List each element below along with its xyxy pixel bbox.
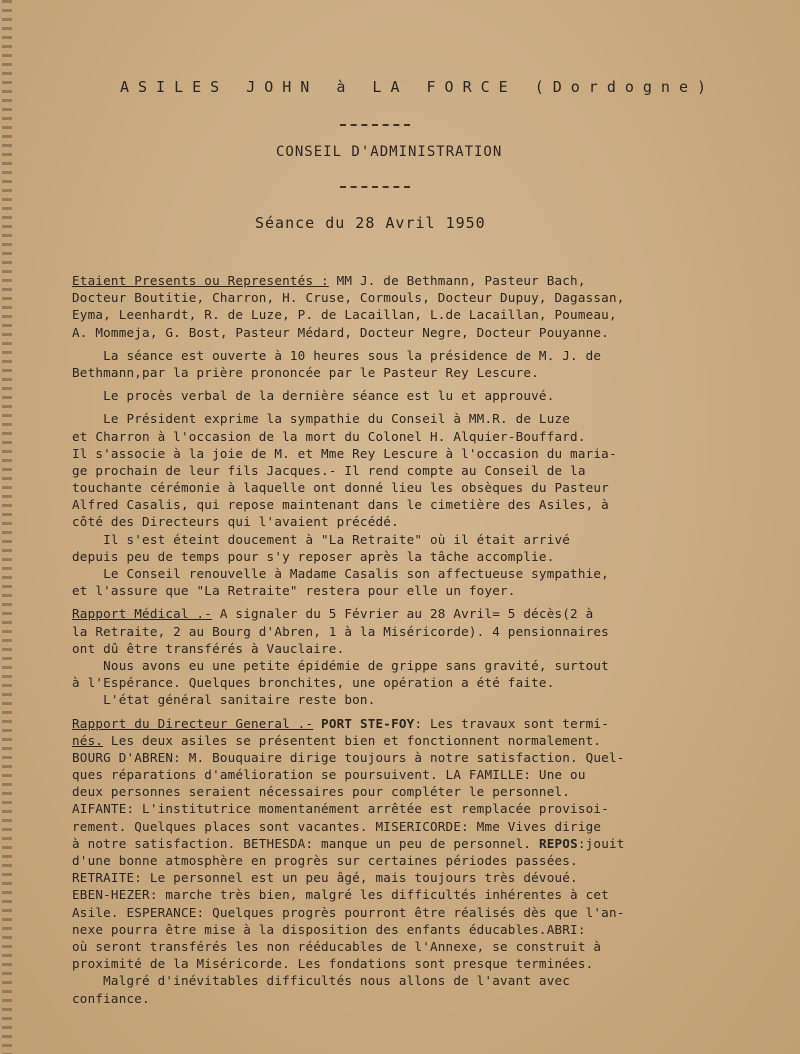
text-line	[72, 783, 788, 800]
text-line	[72, 869, 788, 886]
text-line	[72, 972, 788, 989]
text-span: A signaler du 5 Février au 28 Avril= 5 décès(2 à	[212, 606, 594, 622]
section-heading: nés.	[72, 732, 104, 748]
session-date: Séance du 28 Avril 1950	[255, 214, 486, 232]
document-title: ASILES JOHN à LA FORCE (Dordogne)	[120, 78, 716, 96]
text-line	[72, 674, 788, 691]
section-heading: Etaient Presents ou Representés :	[72, 273, 329, 288]
text-span: touchante cérémonie à laquelle ont donné lieu les obsèques du Pasteur	[72, 480, 609, 496]
text-span	[313, 716, 321, 731]
text-span: Il s'est éteint doucement à "La Retraite" où il était arrivé	[72, 531, 571, 547]
text-span: PORT STE-FOY	[321, 715, 415, 731]
text-span: Le procès verbal de la dernière séance est lu et approuvé.	[72, 388, 555, 404]
text-line	[72, 445, 788, 462]
text-span: depuis peu de temps pour s'y reposer après la tâche accomplie.	[72, 548, 555, 564]
text-line	[72, 835, 788, 852]
text-line	[72, 272, 788, 289]
text-line	[72, 479, 788, 496]
text-span: côté des Directeurs qui l'avaient précédé.	[72, 514, 399, 530]
text-line	[72, 513, 788, 530]
text-span: deux personnes seraient nécessaires pour compléter le personnel.	[72, 784, 571, 800]
text-span: la Retraite, 2 au Bourg d'Abren, 1 à la Miséricorde). 4 pensionnaires	[72, 623, 609, 639]
text-span: MM J. de Bethmann, Pasteur Bach,	[328, 273, 586, 288]
text-span: L'état général sanitaire reste bon.	[72, 692, 376, 708]
text-line	[72, 800, 788, 817]
text-line	[72, 565, 788, 582]
text-span: et l'assure que "La Retraite" restera pour elle un foyer.	[72, 583, 516, 599]
text-line	[72, 749, 788, 766]
text-line	[72, 428, 788, 445]
text-span: ont dû être transférés à Vauclaire.	[72, 640, 345, 656]
council-heading: CONSEIL D'ADMINISTRATION	[276, 144, 503, 160]
text-span: à l'Espérance. Quelques bronchites, une opération a été faite.	[72, 675, 555, 691]
text-span: Le Président exprime la sympathie du Conseil à MM.R. de Luze	[72, 411, 571, 427]
text-line	[72, 715, 788, 732]
text-line	[72, 691, 788, 708]
text-span: confiance.	[72, 990, 150, 1006]
text-line	[72, 387, 788, 404]
text-span: : Les travaux sont termi-	[414, 715, 609, 731]
text-line	[72, 938, 788, 955]
text-line	[72, 732, 788, 749]
section-heading: Rapport du Directeur General .-	[72, 715, 314, 731]
text-span: Le Conseil renouvelle à Madame Casalis son affectueuse sympathie,	[72, 566, 609, 581]
text-line	[72, 623, 788, 640]
text-line	[72, 904, 788, 921]
text-span: ques réparations d'amélioration se poursuivent. LA FAMILLE: Une ou	[72, 767, 586, 783]
text-span: AIFANTE: L'institutrice momentanément arrêtée est remplacée provisoi-	[72, 801, 609, 817]
minutes-body	[72, 272, 788, 1007]
text-line	[72, 921, 788, 938]
text-span: EBEN-HEZER: marche très bien, malgré les difficultés inhérentes à cet	[72, 887, 609, 903]
text-line	[72, 582, 788, 599]
text-span: Alfred Casalis, qui repose maintenant dans le cimetière des Asiles, à	[72, 497, 609, 513]
text-span: à notre satisfaction. BETHESDA: manque un peu de personnel.	[72, 835, 539, 851]
text-line	[72, 605, 788, 622]
text-span: RETRAITE: Le personnel est un peu âgé, mais toujours très dévoué.	[72, 870, 578, 886]
text-line	[72, 886, 788, 903]
text-span: BOURG D'ABREN: M. Bouquaire dirige toujours à notre satisfaction. Quel-	[72, 749, 625, 765]
text-span: A. Mommeja, G. Bost, Pasteur Médard, Docteur Negre, Docteur Pouyanne.	[72, 324, 609, 340]
text-span: où seront transférés les non rééducables de l'Annexe, se construit à	[72, 938, 602, 954]
text-line	[72, 462, 788, 479]
text-line	[72, 531, 788, 548]
text-span: Malgré d'inévitables difficultés nous allons de l'avant avec	[72, 973, 571, 989]
text-line	[72, 990, 788, 1007]
text-line	[72, 306, 788, 323]
text-line	[72, 347, 788, 364]
text-line	[72, 640, 788, 657]
text-line	[72, 852, 788, 869]
text-span: Bethmann,par la prière prononcée par le Pasteur Rey Lescure.	[72, 364, 539, 380]
text-span: rement. Quelques places sont vacantes. MISERICORDE: Mme Vives dirige	[72, 818, 602, 834]
text-span: Nous avons eu une petite épidémie de grippe sans gravité, surtout	[72, 657, 609, 673]
text-span: :jouit	[577, 835, 625, 851]
text-span: Docteur Boutitie, Charron, H. Cruse, Cormouls, Docteur Dupuy, Dagassan,	[72, 290, 625, 306]
text-line	[72, 548, 788, 565]
text-line	[72, 410, 788, 427]
text-span: proximité de la Miséricorde. Les fondations sont presque terminées.	[72, 956, 594, 972]
text-line	[72, 766, 788, 783]
section-heading: Rapport Médical .-	[72, 606, 213, 622]
text-line	[72, 289, 788, 306]
divider-rule	[340, 124, 410, 126]
text-span: Eyma, Leenhardt, R. de Luze, P. de Lacaillan, L.de Lacaillan, Poumeau,	[72, 307, 617, 323]
text-span: REPOS	[538, 835, 578, 851]
text-line	[72, 324, 788, 341]
binding-holes	[2, 0, 12, 1054]
text-line	[72, 496, 788, 513]
text-span: Il s'associe à la joie de M. et Mme Rey Lescure à l'occasion du maria-	[72, 445, 617, 461]
text-span: nexe pourra être mise à la disposition des enfants éducables.ABRI:	[72, 921, 586, 937]
text-line	[72, 955, 788, 972]
text-span: Asile. ESPERANCE: Quelques progrès pourront être réalisés dès que l'an-	[72, 904, 625, 920]
divider-rule	[340, 186, 410, 188]
text-span: ge prochain de leur fils Jacques.- Il rend compte au Conseil de la	[72, 462, 586, 478]
text-span: et Charron à l'occasion de la mort du Colonel H. Alquier-Bouffard.	[72, 428, 586, 444]
text-line	[72, 818, 788, 835]
text-span: Les deux asiles se présentent bien et fonctionnent normalement.	[103, 732, 602, 748]
text-span: d'une bonne atmosphère en progrès sur certaines périodes passées.	[72, 853, 578, 868]
text-line	[72, 657, 788, 674]
text-line	[72, 364, 788, 381]
text-span: La séance est ouverte à 10 heures sous la présidence de M. J. de	[72, 347, 602, 363]
